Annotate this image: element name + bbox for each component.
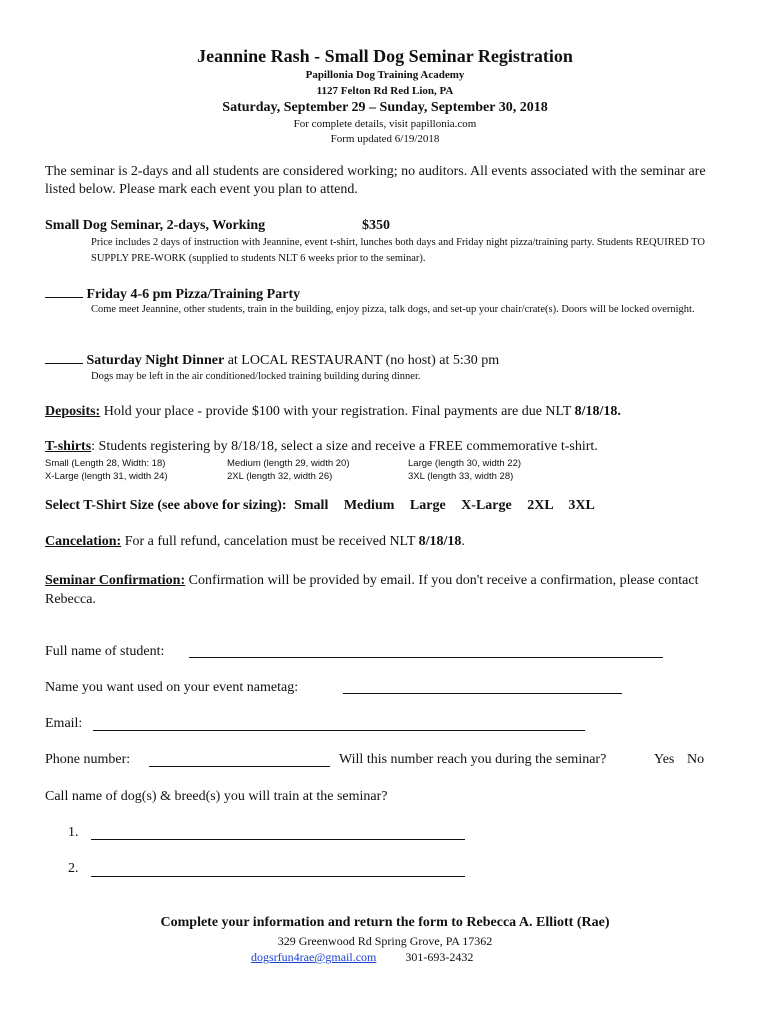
phone-yes-option[interactable]: Yes: [654, 752, 675, 767]
form-title: Jeannine Rash - Small Dog Seminar Registration: [197, 46, 573, 66]
phone-no-option[interactable]: No: [687, 752, 705, 767]
saturday-description: Dogs may be left in the air conditioned/locked training building during dinner.: [91, 371, 421, 382]
seminar-title: Small Dog Seminar, 2-days, Working: [45, 218, 266, 233]
size-option-medium[interactable]: Medium: [343, 498, 395, 513]
form-updated: Form updated 6/19/2018: [330, 133, 440, 145]
size-large: Large (length 30, width 22): [408, 458, 522, 469]
dog2-field[interactable]: [91, 876, 465, 877]
email-label: Email:: [45, 716, 83, 731]
seminar-dates: Saturday, September 29 – Sunday, September 30, 2018: [222, 100, 548, 115]
full-name-label: Full name of student:: [45, 644, 165, 659]
contact-email-link[interactable]: dogsrfun4rae@gmail.com: [251, 950, 377, 964]
academy-address: 1127 Felton Rd Red Lion, PA: [316, 85, 454, 97]
email-field[interactable]: [93, 730, 585, 731]
dog2-number: 2.: [68, 861, 79, 876]
saturday-detail: at LOCAL RESTAURANT (no host) at 5:30 pm: [224, 353, 500, 368]
size-3xl: 3XL (length 33, width 28): [408, 471, 514, 482]
friday-description: Come meet Jeannine, other students, train in the building, enjoy pizza, talk dogs, and set-up your chair/crate(s). Doors will be locked overnight.: [91, 304, 695, 315]
details-note: For complete details, visit papillonia.com: [293, 118, 477, 130]
cancelation-text: For a full refund, cancelation must be received NLT: [121, 534, 419, 549]
contact-phone: 301-693-2432: [405, 950, 474, 964]
size-2xl: 2XL (length 32, width 26): [227, 471, 333, 482]
seminar-price: $350: [362, 218, 390, 233]
saturday-checkbox-line[interactable]: [45, 351, 83, 364]
confirmation-text: Confirmation will be provided by email. If you don't receive a confirmation, please contact Rebecca.: [45, 573, 699, 607]
contact-row: [251, 950, 473, 965]
dogs-label: Call name of dog(s) & breed(s) you will train at the seminar?: [45, 789, 388, 804]
phone-label: Phone number:: [45, 752, 131, 767]
saturday-row: [45, 351, 499, 369]
size-option-2xl[interactable]: 2XL: [527, 498, 553, 513]
size-small: Small (Length 28, Width: 18): [45, 458, 166, 469]
nametag-field[interactable]: [343, 693, 622, 694]
phone-field[interactable]: [149, 766, 330, 767]
select-size-row: [45, 498, 595, 514]
deposits-section: [45, 404, 745, 420]
size-option-large[interactable]: Large: [409, 498, 446, 513]
tshirts-label: T-shirts: [45, 439, 92, 454]
friday-title: Friday 4-6 pm Pizza/Training Party: [86, 287, 301, 302]
confirmation-section: [45, 571, 725, 609]
intro-text: The seminar is 2-days and all students are considered working; no auditors. All events associated with the seminar are listed below. Please mark each event you plan to attend.: [45, 164, 706, 197]
size-option-small[interactable]: Small: [294, 498, 329, 513]
size-xlarge: X-Large (length 31, width 24): [45, 471, 168, 482]
confirmation-label: Seminar Confirmation:: [45, 573, 186, 588]
size-option-xlarge[interactable]: X-Large: [461, 498, 512, 513]
academy-name: Papillonia Dog Training Academy: [305, 69, 465, 81]
phone-question: Will this number reach you during the seminar?: [339, 752, 607, 767]
friday-row: [45, 285, 300, 303]
size-option-3xl[interactable]: 3XL: [568, 498, 595, 513]
friday-checkbox-line[interactable]: [45, 285, 83, 298]
return-instructions: Complete your information and return the form to Rebecca A. Elliott (Rae): [160, 915, 610, 930]
cancelation-date: 8/18/18: [418, 534, 462, 549]
deposits-label: Deposits:: [45, 404, 101, 419]
cancelation-end: .: [461, 534, 465, 549]
dog1-field[interactable]: [91, 839, 465, 840]
nametag-label: Name you want used on your event nametag:: [45, 680, 299, 695]
return-address: 329 Greenwood Rd Spring Grove, PA 17362: [277, 934, 493, 948]
tshirts-text: : Students registering by 8/18/18, select a size and receive a FREE commemorative t-shirt.: [91, 439, 598, 454]
seminar-description: Price includes 2 days of instruction with Jeannine, event t-shirt, lunches both days and Friday night pizza/training party. Students REQUIRED TO SUPPLY PRE-WORK (supplied to students NLT 6 weeks prior to the seminar).: [91, 237, 705, 264]
cancelation-label: Cancelation:: [45, 534, 122, 549]
deposits-text: Hold your place - provide $100 with your registration. Final payments are due NLT: [100, 404, 575, 419]
size-medium: Medium (length 29, width 20): [227, 458, 350, 469]
cancelation-section: [45, 534, 745, 550]
tshirts-section: [45, 439, 745, 455]
select-size-label: Select T-Shirt Size (see above for sizing):: [45, 498, 287, 513]
saturday-title: Saturday Night Dinner: [86, 353, 225, 368]
full-name-field[interactable]: [189, 657, 663, 658]
deposits-date: 8/18/18.: [574, 404, 621, 419]
dog1-number: 1.: [68, 825, 79, 840]
